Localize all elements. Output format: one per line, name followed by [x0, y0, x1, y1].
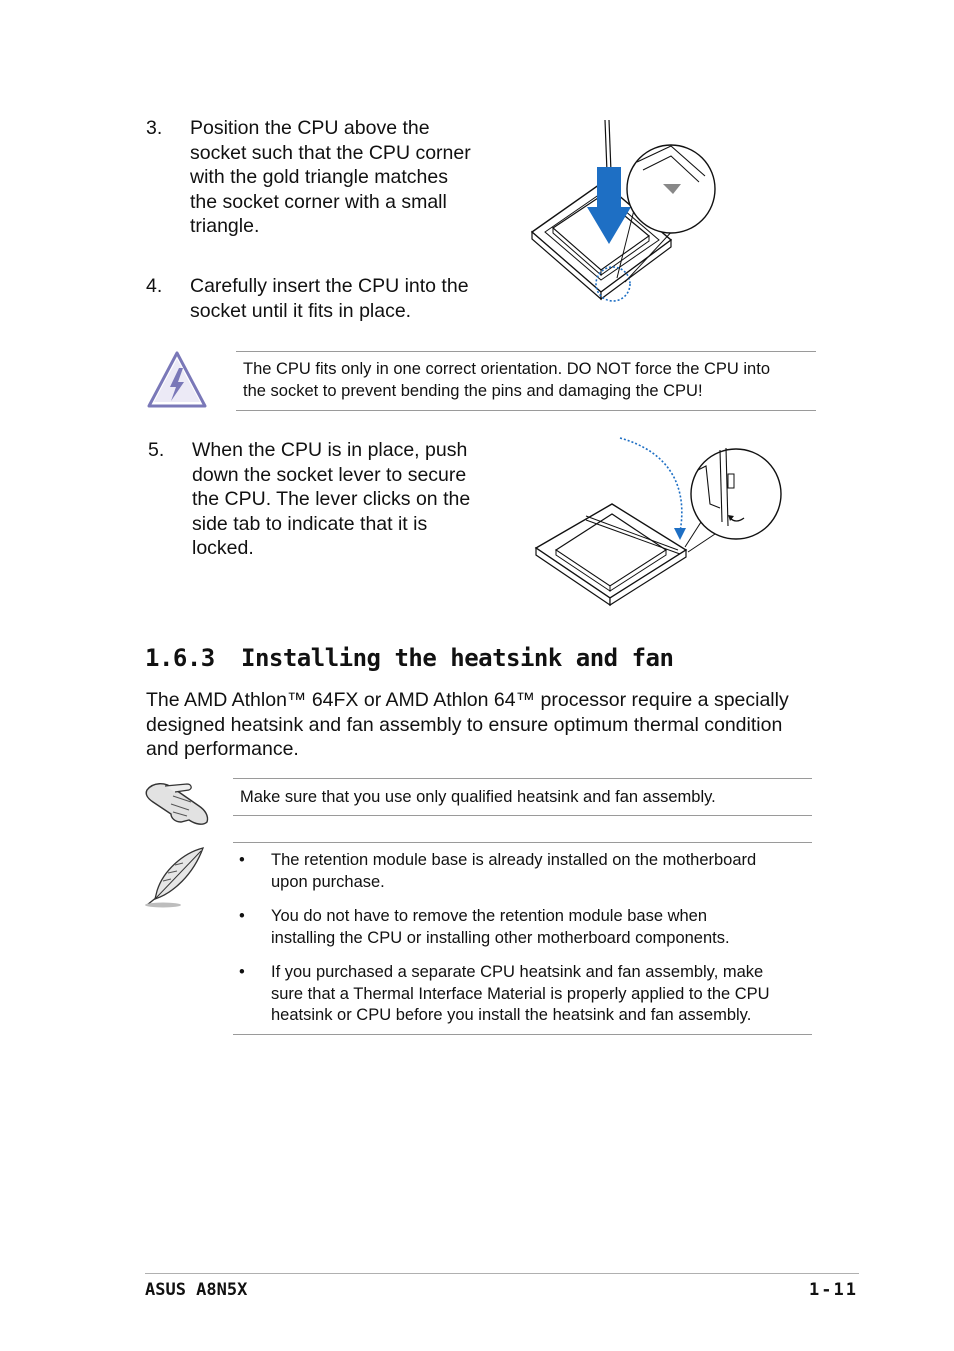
divider — [233, 842, 812, 843]
cpu-insert-illustration — [525, 112, 725, 308]
divider — [236, 351, 816, 352]
step-text: When the CPU is in place, push down the socket lever to secure the CPU. The lever clicks on the side tab to indicate that it is locked. — [192, 439, 471, 559]
step-number: 5. — [148, 439, 165, 461]
divider — [233, 1034, 812, 1035]
section-number: 1.6.3 — [145, 644, 215, 672]
important-note-text: Make sure that you use only qualified heatsink and fan assembly. — [240, 788, 716, 806]
warning-icon — [145, 349, 209, 411]
page-number: 1-11 — [809, 1280, 858, 1300]
divider — [233, 815, 812, 816]
list-item-text: You do not have to remove the retention module base when installing the CPU or installing other motherboard components. — [271, 907, 730, 947]
footer-divider — [145, 1273, 859, 1274]
section-heading — [145, 644, 673, 672]
step-3 — [146, 116, 486, 246]
hand-icon — [143, 776, 213, 828]
bullet: • — [239, 907, 245, 925]
bullet: • — [239, 963, 245, 981]
section-title: Installing the heatsink and fan — [241, 644, 674, 672]
bullet: • — [239, 851, 245, 869]
step-5 — [148, 438, 488, 568]
step-number: 3. — [146, 117, 163, 139]
list-item — [233, 962, 812, 1027]
divider — [233, 778, 812, 779]
step-text: Carefully insert the CPU into the socket until it fits in place. — [190, 275, 469, 322]
step-4 — [146, 274, 486, 326]
feather-pen-icon — [143, 845, 209, 909]
lever-lock-illustration — [530, 432, 790, 610]
warning-note-text: The CPU fits only in one correct orientation. DO NOT force the CPU into the socket to prevent bending the pins and damaging the CPU! — [243, 360, 770, 400]
list-item — [233, 850, 812, 893]
footer-left: ASUS A8N5X — [145, 1280, 248, 1300]
step-text: Position the CPU above the socket such that the CPU corner with the gold triangle matches the socket corner with a small triangle. — [190, 117, 471, 237]
list-item — [233, 906, 812, 949]
intro-paragraph: The AMD Athlon™ 64FX or AMD Athlon 64™ processor require a specially designed heatsink and fan assembly to ensure optimum thermal condition and performance. — [146, 689, 789, 760]
list-item-text: If you purchased a separate CPU heatsink and fan assembly, make sure that a Thermal Interface Material is properly applied to the CPU heatsink or CPU before you install the heatsink and fan assembly. — [271, 963, 770, 1024]
list-item-text: The retention module base is already installed on the motherboard upon purchase. — [271, 851, 757, 891]
notes-list — [233, 850, 812, 1040]
divider — [236, 410, 816, 411]
step-number: 4. — [146, 275, 163, 297]
